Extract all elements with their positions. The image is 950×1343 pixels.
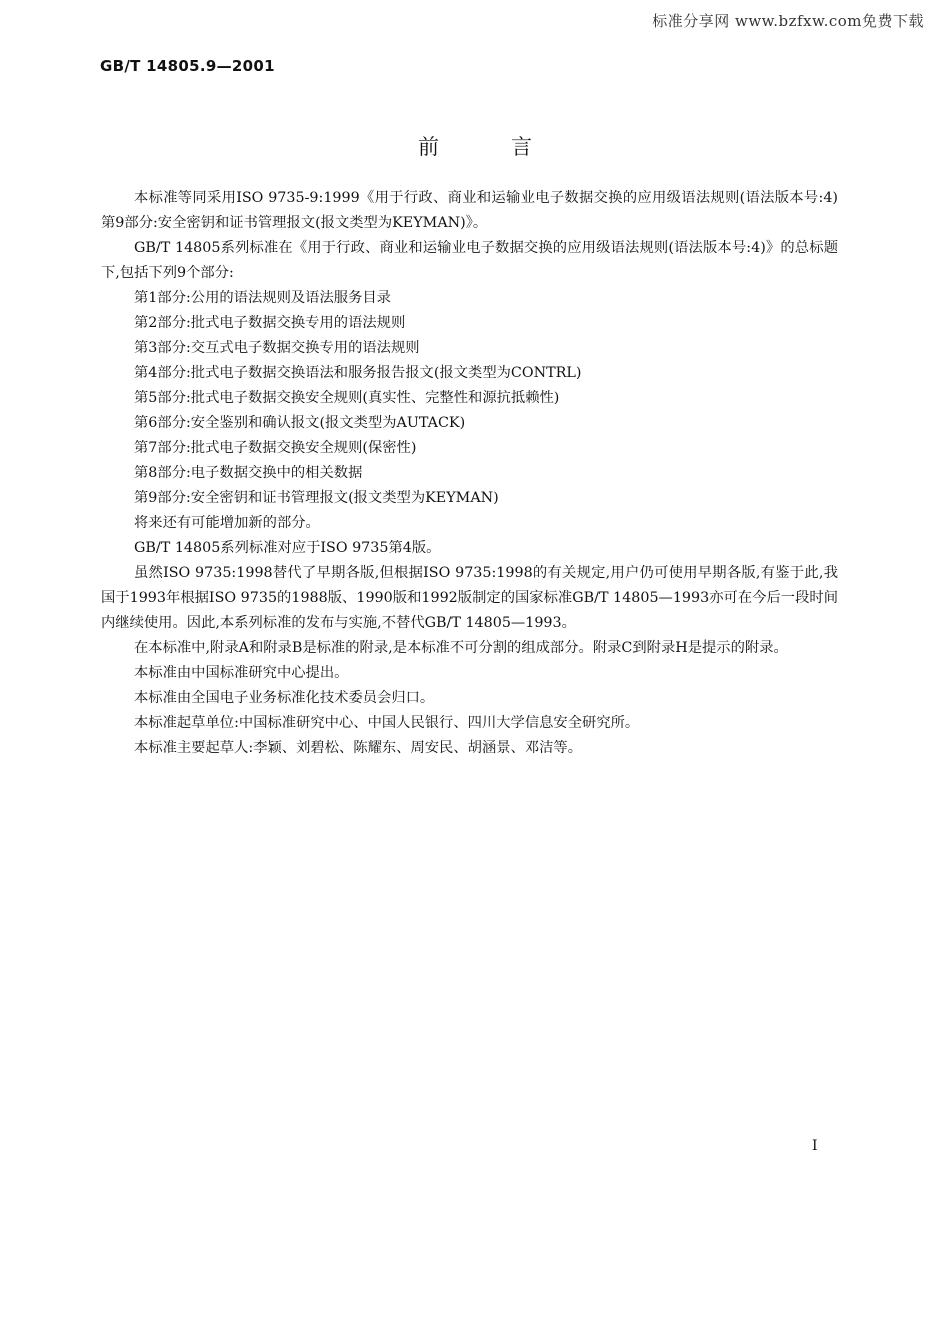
- list-item: 第1部分:公用的语法规则及语法服务目录: [134, 290, 391, 306]
- watermark-text: 标准分享网 www.bzfxw.com免费下载: [652, 12, 924, 30]
- page-title: 前言: [418, 135, 604, 159]
- annexes-paragraph: 在本标准中,附录A和附录B是标准的附录,是本标准不可分割的组成部分。附录C到附录H是提示的附录。: [134, 640, 788, 656]
- drafting-units-paragraph: 本标准起草单位:中国标准研究中心、中国人民银行、四川大学信息安全研究所。: [134, 715, 640, 731]
- page-number: I: [812, 1138, 818, 1154]
- parts-list: [101, 286, 838, 511]
- series-paragraph: GB/T 14805系列标准在《用于行政、商业和运输业电子数据交换的应用级语法规则(语法版本号:4)》的总标题下,包括下列9个部分:: [101, 240, 838, 281]
- list-item: 第7部分:批式电子数据交换安全规则(保密性): [134, 440, 417, 456]
- intro-paragraph: 本标准等同采用ISO 9735-9:1999《用于行政、商业和运输业电子数据交换的应用级语法规则(语法版本号:4) 第9部分:安全密钥和证书管理报文(报文类型为KEYMAN)》。: [101, 190, 838, 231]
- standard-code: GB/T 14805.9—2001: [100, 57, 275, 75]
- foreword-body: [101, 186, 838, 761]
- list-item: 第3部分:交互式电子数据交换专用的语法规则: [134, 340, 420, 356]
- centralized-paragraph: 本标准由全国电子业务标准化技术委员会归口。: [134, 690, 435, 706]
- replacement-paragraph: 虽然ISO 9735:1998替代了早期各版,但根据ISO 9735:1998的有关规定,用户仍可使用早期各版,有鉴于此,我国于1993年根据ISO 9735的1988版、1990版和1992版制定的国家标准GB/T 14805—1993亦可在今后一段时间内继续使用。因此,本系列标准的发布与实施,不替代GB/T 14805—1993。: [101, 565, 838, 631]
- drafters-paragraph: 本标准主要起草人:李颖、刘碧松、陈耀东、周安民、胡涵景、邓洁等。: [134, 740, 583, 756]
- correspondence-paragraph: GB/T 14805系列标准对应于ISO 9735第4版。: [134, 540, 441, 556]
- future-paragraph: 将来还有可能增加新的部分。: [134, 515, 320, 531]
- list-item: 第2部分:批式电子数据交换专用的语法规则: [134, 315, 406, 331]
- list-item: 第8部分:电子数据交换中的相关数据: [134, 465, 363, 481]
- list-item: 第5部分:批式电子数据交换安全规则(真实性、完整性和源抗抵赖性): [134, 390, 560, 406]
- list-item: 第6部分:安全鉴别和确认报文(报文类型为AUTACK): [134, 415, 466, 431]
- list-item: 第9部分:安全密钥和证书管理报文(报文类型为KEYMAN): [134, 490, 499, 506]
- list-item: 第4部分:批式电子数据交换语法和服务报告报文(报文类型为CONTRL): [134, 365, 582, 381]
- proposer-paragraph: 本标准由中国标准研究中心提出。: [134, 665, 349, 681]
